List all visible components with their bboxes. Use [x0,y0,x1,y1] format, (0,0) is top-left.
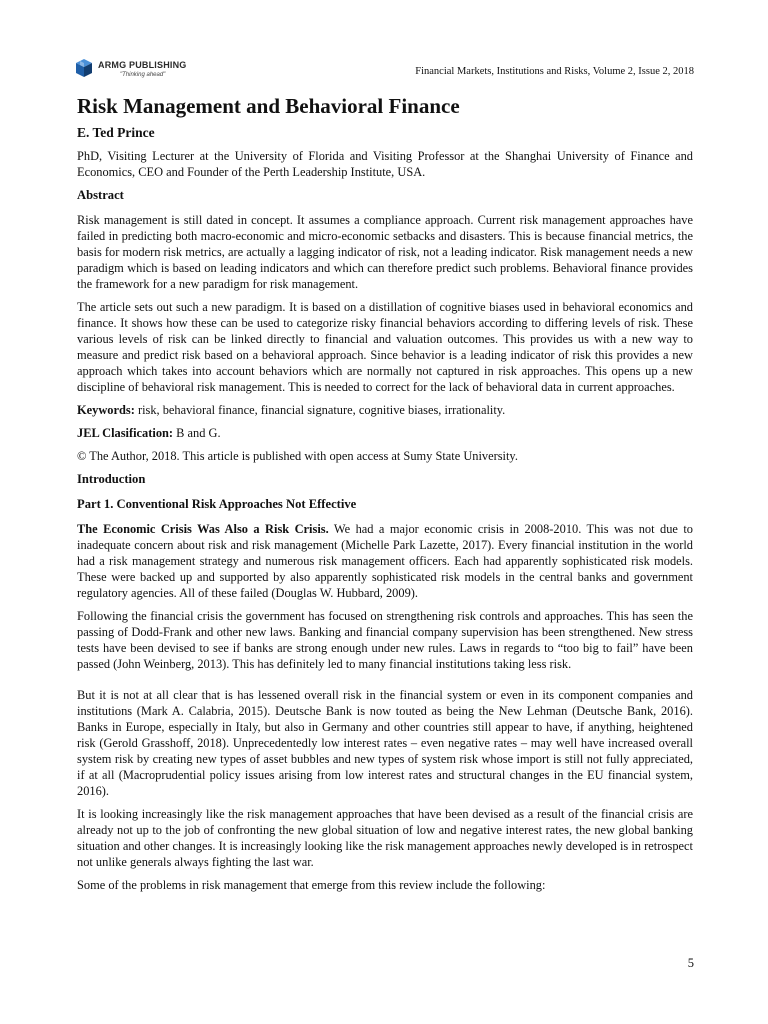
introduction-heading: Introduction [77,471,146,486]
paragraph-lead: The Economic Crisis Was Also a Risk Crisis. [77,521,329,536]
jel-label: JEL Clasification: [77,425,174,440]
article-body [77,93,693,900]
body-paragraph-4: It is looking increasingly like the risk management approaches that have been devised as a result of the financial crisis are already not up to the job of confronting the new global situation of low and negative interest rates, the new global banking situation and other changes. It is increasingly looking like the risk management approaches newly developed is in retrospect not unlike generals always fighting the last war. [77,806,693,869]
abstract-paragraph-1: Risk management is still dated in concept. It assumes a compliance approach. Current risk management approaches have failed in predicting both macro-economic and micro-economic setbacks and disasters. This is because financial metrics, the basis for modern risk metrics, are actually a lagging indicator of risk, not a leading indicator. Risk management needs a new paradigm which is based on leading indicators and which can therefore predict such problems. Behavioral finance provides the framework for a new paradigm for risk management. [77,212,693,291]
jel-text: B and G. [176,425,221,440]
logo-tagline: "Thinking ahead" [120,72,166,78]
keywords [77,402,693,418]
logo-name: ARMG PUBLISHING [98,60,187,70]
abstract-paragraph-2: The article sets out such a new paradigm. It is based on a distillation of cognitive biases used in behavioral economics and finance. It shows how these can be used to categorize risky financial behaviors according to differing levels of risk. These various levels of risk can be linked directly to financial and valuation outcomes. This provides us with a new way to measure and predict risk based on a behavioral approach. Since behavior is a leading indicator of risk this provides a new approach which takes into account behaviors which are normally not captured in risk approaches. This opens up a new discipline of behavioral risk management. This is needed to correct for the lack of behavioral data in current approaches. [77,299,693,394]
article-title: Risk Management and Behavioral Finance [77,94,460,118]
keywords-text: risk, behavioral finance, financial signature, cognitive biases, irrationality. [137,402,506,417]
cube-logo-icon [74,58,94,78]
body-paragraph-1-text: We had a major economic crisis in 2008-2010. This was not due to inadequate concern about risk and risk management (Michelle Park Lazette, 2017). Every financial institution in the world had a risk management strategy and numerous risk management officers. Each had apparently sophisticated risk models. These were backed up and supported by also apparently sophisticated risk models in the central banks and government regulatory agencies. All of these failed (Douglas W. Hubbard, 2009). [77,521,694,600]
copyright-notice: © The Author, 2018. This article is published with open access at Sumy State University. [77,448,518,463]
author-affiliation: PhD, Visiting Lecturer at the University of Florida and Visiting Professor at the Shanghai University of Finance and Economics, CEO and Founder of the Perth Leadership Institute, USA. [77,148,693,179]
body-paragraph-3: But it is not at all clear that is has lessened overall risk in the financial system or even in its component companies and institutions (Mark A. Calabria, 2015). Deutsche Bank is now touted as being the New Lehman (Deutsche Bank, 2016). Banks in Europe, especially in Italy, but also in Germany and other countries still appear to have, if anything, heightened risk (Gerold Grasshoff, 2018). Unprecedentedly low interest rates – even negative rates – may well have increased overall system risk by creating new types of asset bubbles and new types of system risk whose import is still not fully appreciated, if at all (Macroprudential policy issues arising from low interest rates and structural changes in the EU financial system, 2016). [77,687,693,798]
jel-classification [77,425,693,441]
page-number: 5 [687,956,694,970]
publisher-logo [74,56,204,84]
abstract-heading: Abstract [77,187,124,202]
body-paragraph-5: Some of the problems in risk management that emerge from this review include the following: [77,877,546,892]
part1-heading: Part 1. Conventional Risk Approaches Not Effective [77,496,357,511]
author-name: E. Ted Prince [77,125,155,141]
body-paragraph-2: Following the financial crisis the government has focused on strengthening risk controls and approaches. This has seen the passing of Dodd-Frank and other new laws. Banking and financial company supervision has been strengthened. New stress tests have been devised to see if banks are strong enough under new rules. Laws in regards to “too big to fail” have been passed (John Weinberg, 2013). This has definitely led to many financial institutions taking less risk. [77,608,693,671]
running-head: Financial Markets, Institutions and Risks, Volume 2, Issue 2, 2018 [415,66,694,77]
keywords-label: Keywords: [77,402,135,417]
body-paragraph-1 [77,521,693,601]
